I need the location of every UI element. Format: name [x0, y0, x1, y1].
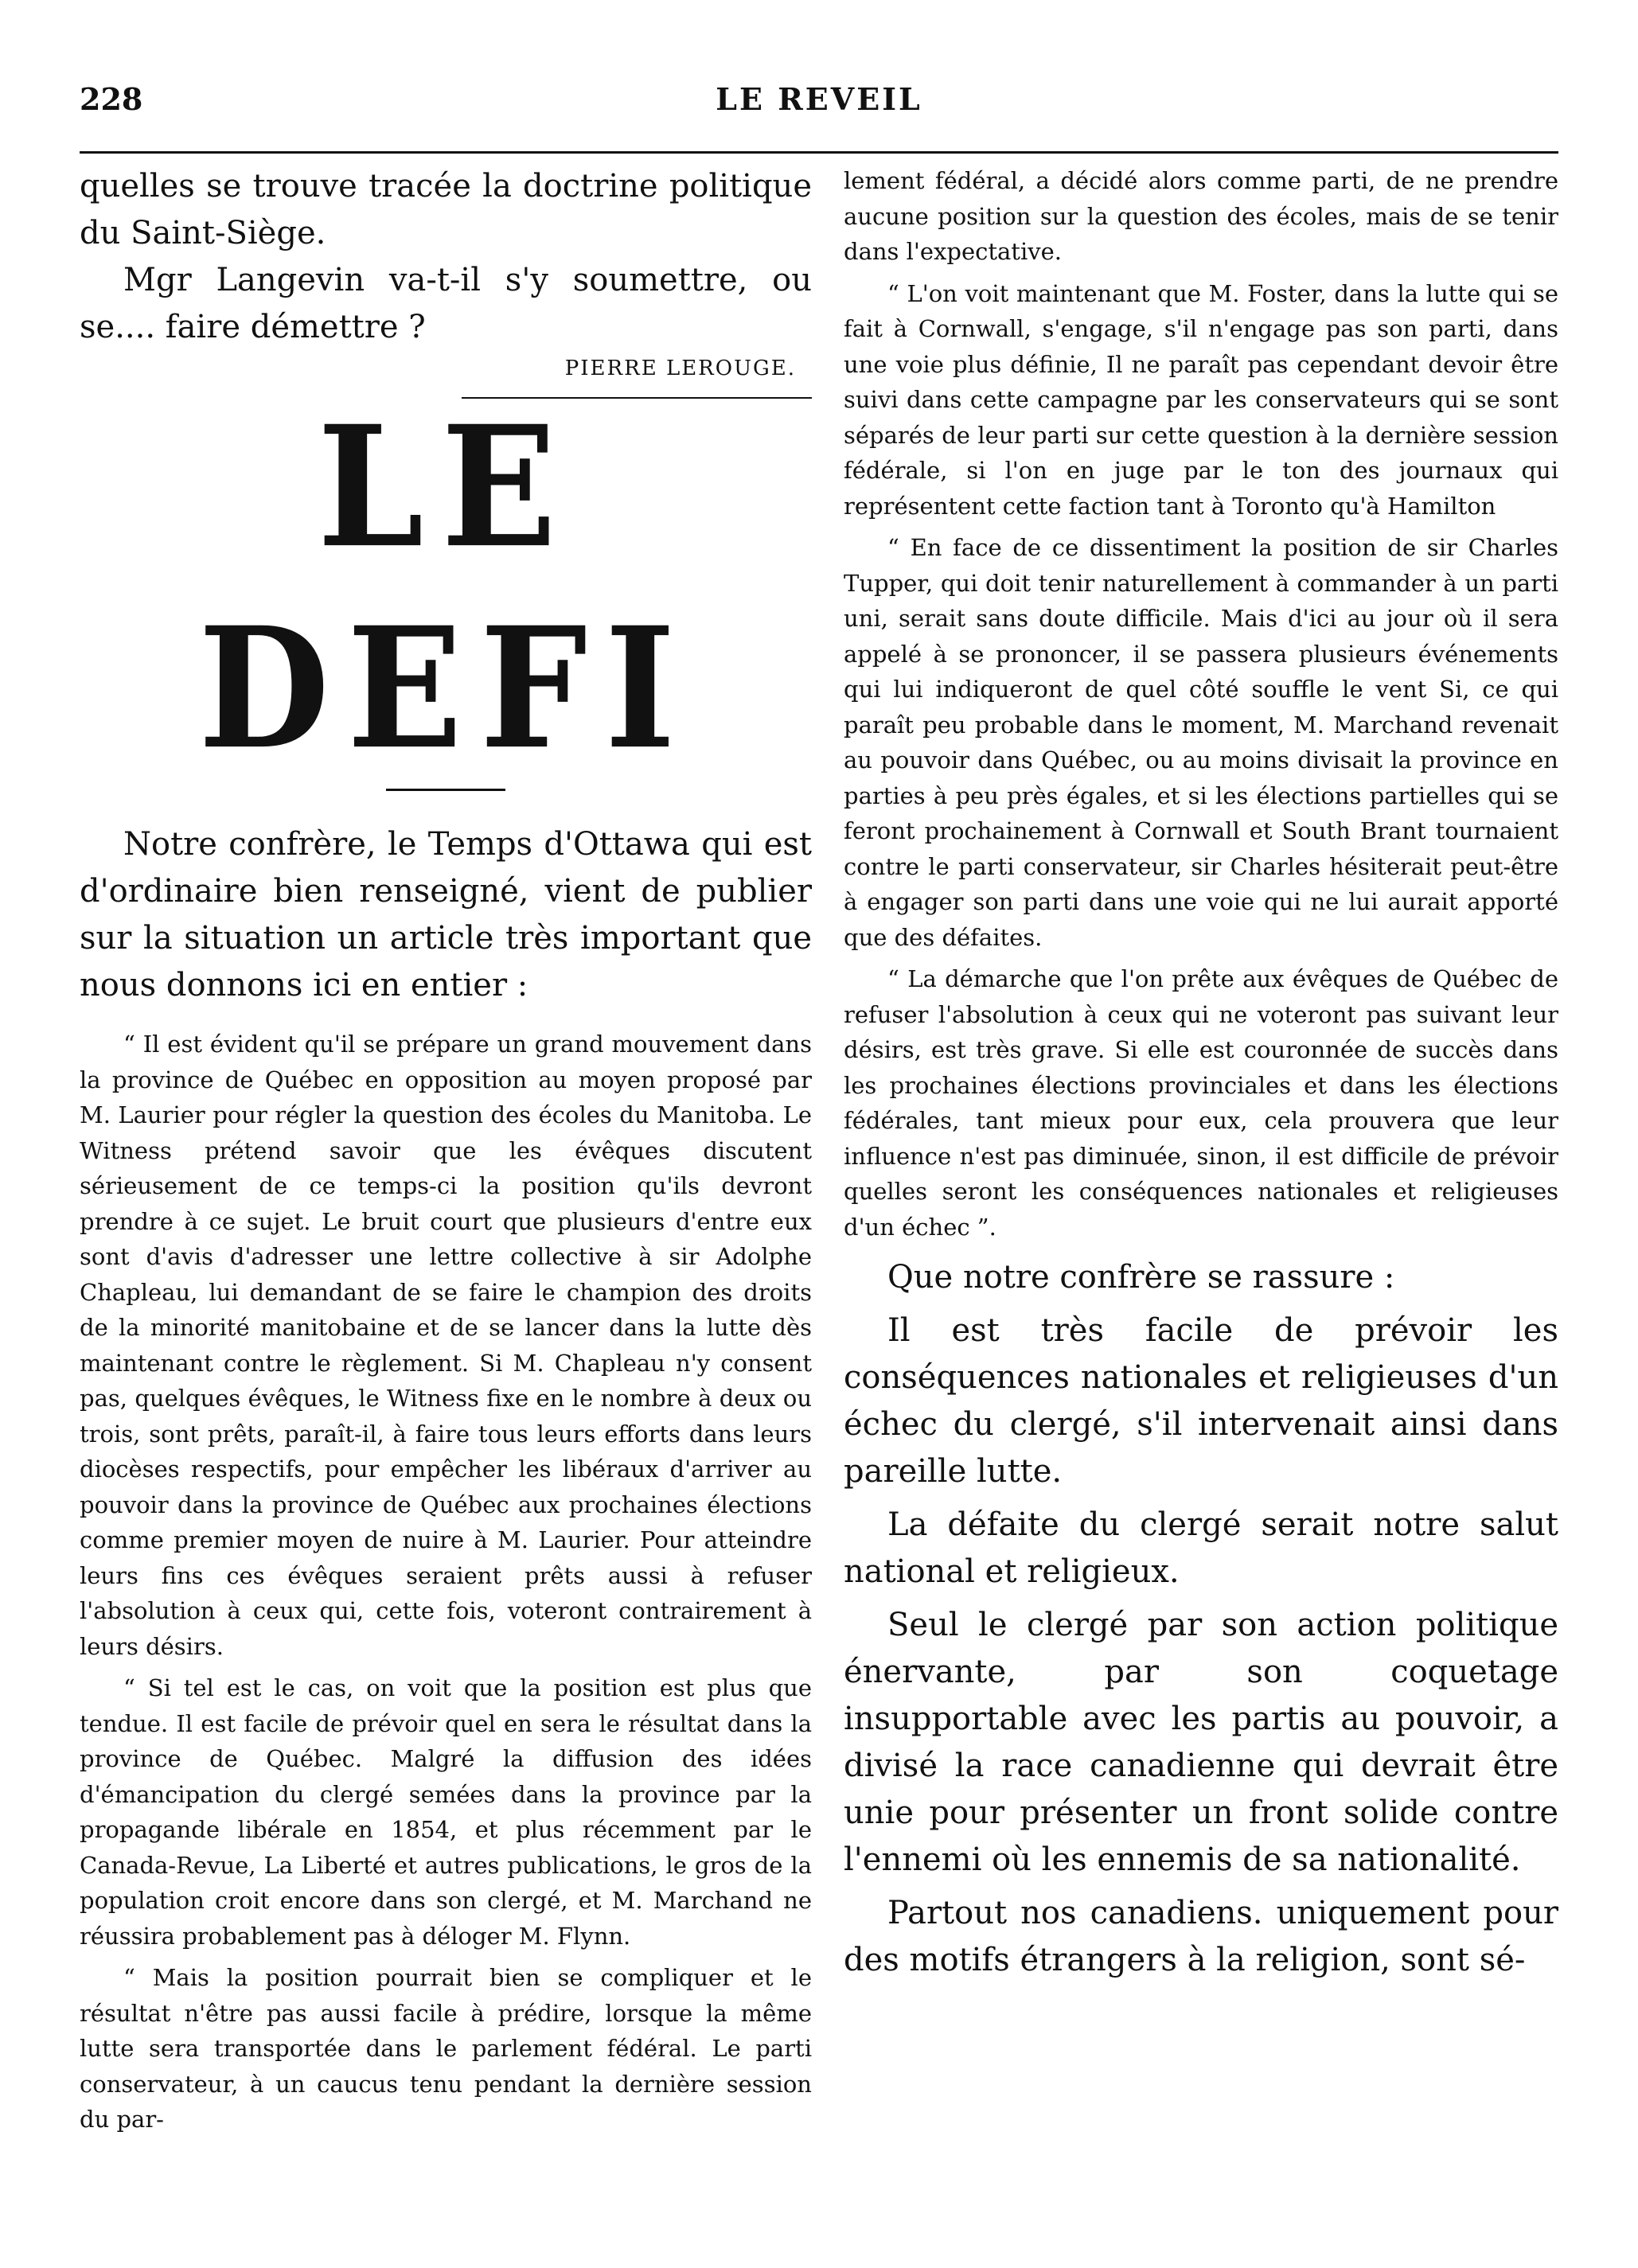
quote-paragraph-3-continued: lement fédéral, a décidé alors comme parti, de ne prendre aucune position sur la question des écoles, mais de se tenir dans l'expectative. [844, 167, 1558, 265]
page-header [80, 81, 1558, 129]
quote-paragraph-4: “ L'on voit maintenant que M. Foster, dans la lutte qui se fait à Cornwall, s'engage, s'il n'engage pas son parti, dans une voie plus définie, Il ne paraît pas cependant devoir être suivi dans cette campagne par les conservateurs qui se sont séparés de leur parti sur cette question à la dernière session fédérale, si l'on en juge par le ton des journaux qui représentent cette faction tant à Toronto qu'à Hamilton [844, 279, 1558, 520]
quote-paragraph-3: “ Mais la position pourrait bien se compliquer et le résultat n'être pas aussi facile à prédire, lorsque la même lutte sera transportée dans le parlement fédéral. Le parti conservateur, à un caucus tenu pendant la dernière session du par- [80, 1964, 812, 2133]
lead-paragraph: Notre confrère, le Temps d'Ottawa qui est d'ordinaire bien renseigné, vient de publier sur la situation un article très important que nous donnons ici en entier : [80, 826, 812, 1003]
quote-paragraph-2: “ Si tel est le cas, on voit que la position est plus que tendue. Il est facile de prévoir quel en sera le résultat dans la province de Québec. Malgré la diffusion des idées d'émancipation du clergé semées dans la province par la propagande libérale en 1854, et plus récemment par le Canada-Revue, La Liberté et autres publications, le gros de la population croit encore dans son clergé, et M. Marchand ne réussira probablement pas à déloger M. Flynn. [80, 1674, 812, 1950]
question-paragraph: Mgr Langevin va-t-il s'y soumettre, ou se.... faire démettre ? [80, 262, 812, 345]
reply-paragraph-3: La défaite du clergé serait notre salut national et religieux. [844, 1506, 1558, 1590]
page-number: 228 [80, 81, 143, 117]
signature: PIERRE LEROUGE. [564, 357, 796, 380]
intro-paragraph: quelles se trouve tracée la doctrine politique du Saint-Siège. [80, 168, 812, 251]
article-headline: LE DEFI [198, 389, 693, 786]
reply-paragraph-5: Partout nos canadiens. uniquement pour des motifs étrangers à la religion, sont sé- [844, 1895, 1558, 1978]
right-column [844, 163, 1558, 1984]
quote-paragraph-5: “ En face de ce dissentiment la position de sir Charles Tupper, qui doit tenir naturellement à commander à un parti uni, serait sans doute difficile. Mais d'ici au jour où il sera appelé à se prononcer, il se passera plusieurs événements qui lui indiqueront de quel côté souffle le vent Si, ce qui paraît peu probable dans le moment, M. Marchand revenait au pouvoir dans Québec, ou au moins divisait la province en parties à peu près égales, et si les élections partielles qui se feront prochainement à Cornwall et South Brant tournaient contre le parti conservateur, sir Charles hésiterait peut-être à engager son parti dans une voie qui ne lui aurait apporté que des défaites. [844, 534, 1558, 951]
reply-paragraph-1: Que notre confrère se rassure : [887, 1259, 1395, 1296]
header-rule [80, 151, 1558, 154]
quote-paragraph-6: “ La démarche que l'on prête aux évêques de Québec de refuser l'absolution à ceux qui ne voteront pas suivant leur désirs, est très grave. Si elle est couronnée de succès dans les prochaines élections provinciales et dans les élections fédérales, tant mieux pour eux, cela prouvera que leur influence n'est pas diminuée, sinon, il est difficile de prévoir quelles seront les conséquences nationales et religieuses d'un échec ”. [844, 965, 1558, 1241]
running-title: LE REVEIL [716, 81, 922, 117]
left-column [80, 163, 812, 2137]
quote-paragraph-1: “ Il est évident qu'il se prépare un grand mouvement dans la province de Québec en opposition au moyen proposé par M. Laurier pour régler la question des écoles du Manitoba. Le Witness prétend savoir que les évêques discutent sérieusement de ce temps-ci la position qu'ils devront prendre à ce sujet. Le bruit court que plusieurs d'entre eux sont d'avis d'adresser une lettre collective à sir Adolphe Chapleau, lui demandant de se faire le champion des droits de la minorité manitobaine et de se lancer dans la lutte dès maintenant contre le règlement. Si M. Chapleau n'y consent pas, quelques évêques, le Witness fixe en le nombre à deux ou trois, sont prêts, paraît-il, à faire tous leurs efforts dans leurs diocèses respectifs, pour empêcher les libéraux d'arriver au pouvoir dans la province de Québec aux prochaines élections comme premier moyen de nuire à M. Laurier. Pour atteindre leurs fins ces évêques seraient prêts aussi à refuser l'absolution à ceux qui, cette fois, voteront contrairement à leurs désirs. [80, 1031, 812, 1660]
reply-paragraph-4: Seul le clergé par son action politique énervante, par son coquetage insupportable avec les partis au pouvoir, a divisé la race canadienne qui devrait être unie pour présenter un front solide contre l'ennemi où les ennemis de sa nationalité. [844, 1607, 1558, 1878]
reply-paragraph-2: Il est très facile de prévoir les conséquences nationales et religieuses d'un échec du clergé, s'il intervenait ainsi dans pareille lutte. [844, 1312, 1558, 1490]
